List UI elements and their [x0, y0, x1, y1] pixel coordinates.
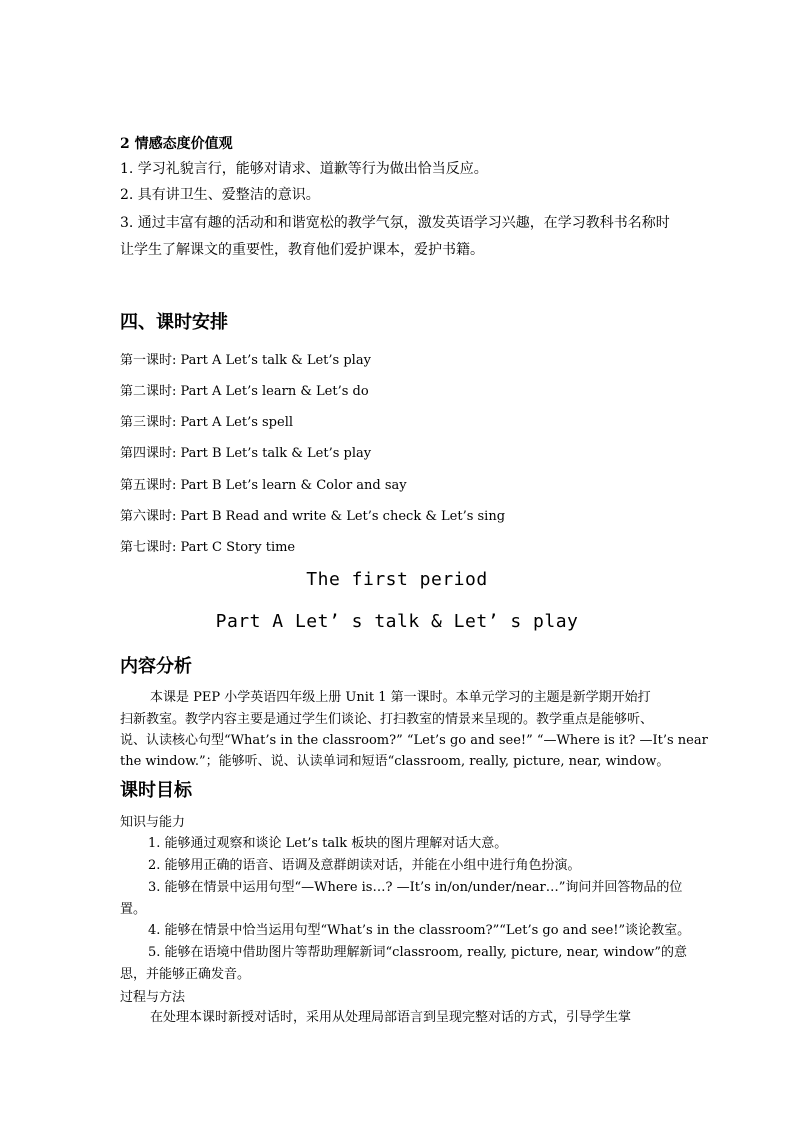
analysis-line-2: 扫新教室。教学内容主要是通过学生们谈论、打扫教室的情景来呈现的。教学重点是能够听、 [120, 712, 654, 727]
analysis-line-4: the window.”；能够听、说、认读单词和短语“classroom, really, picture, near, window。 [120, 754, 670, 769]
goal-item-2: 2. 能够用正确的语音、语调及意群朗读对话，并能在小组中进行角色扮演。 [148, 858, 581, 873]
goal-item-5-cont: 思，并能够正确发音。 [120, 967, 251, 982]
schedule-heading: 四、课时安排 [120, 312, 228, 333]
analysis-line-1: 本课是 PEP 小学英语四年级上册 Unit 1 第一课时。本单元学习的主题是新学期开始打 [150, 690, 651, 705]
analysis-heading: 内容分析 [120, 656, 192, 677]
lesson-subtitle: Part A Let’ s talk & Let’ s play [215, 611, 579, 632]
analysis-line-3: 说、认读核心句型“What’s in the classroom?” “Let’s go and see!” “—Where is it? —It’s near [120, 733, 708, 748]
period-item-5: 第五课时: Part B Let’s learn & Color and say [120, 478, 407, 493]
attitude-line-1: 1. 学习礼貌言行，能够对请求、道歉等行为做出恰当反应。 [120, 161, 488, 177]
period-item-3: 第三课时: Part A Let’s spell [120, 415, 294, 430]
period-item-2: 第二课时: Part A Let’s learn & Let’s do [120, 384, 369, 399]
goal-item-3-cont: 置。 [120, 902, 147, 917]
attitude-title: 2 情感态度价值观 [120, 136, 233, 152]
process-heading: 过程与方法 [120, 990, 186, 1005]
goal-item-1: 1. 能够通过观察和谈论 Let’s talk 板块的图片理解对话大意。 [148, 836, 508, 851]
goal-item-3: 3. 能够在情景中运用句型“—Where is…? —It’s in/on/under/near…”询问并回答物品的位 [148, 880, 683, 895]
period-item-4: 第四课时: Part B Let’s talk & Let’s play [120, 446, 372, 461]
goal-item-4: 4. 能够在情景中恰当运用句型“What’s in the classroom?”“Let’s go and see!”谈论教室。 [148, 923, 691, 938]
goal-item-5: 5. 能够在语境中借助图片等帮助理解新词“classroom, really, picture, near, window”的意 [148, 945, 688, 960]
knowledge-heading: 知识与能力 [120, 815, 186, 830]
goals-heading: 课时目标 [120, 780, 192, 801]
attitude-line-4: 让学生了解课文的重要性，教育他们爱护课本，爱护书籍。 [120, 242, 484, 258]
period-item-7: 第七课时: Part C Story time [120, 540, 296, 555]
process-line-1: 在处理本课时新授对话时，采用从处理局部语言到呈现完整对话的方式，引导学生掌 [150, 1010, 632, 1025]
period-item-6: 第六课时: Part B Read and write & Let’s check & Let’s sing [120, 509, 506, 524]
lesson-title: The first period [306, 569, 488, 590]
attitude-line-2: 2. 具有讲卫生、爱整洁的意识。 [120, 187, 320, 203]
attitude-line-3: 3. 通过丰富有趣的活动和和谐宽松的教学气氛，激发英语学习兴趣，在学习教科书名称时 [120, 215, 670, 231]
period-item-1: 第一课时: Part A Let’s talk & Let’s play [120, 353, 371, 368]
